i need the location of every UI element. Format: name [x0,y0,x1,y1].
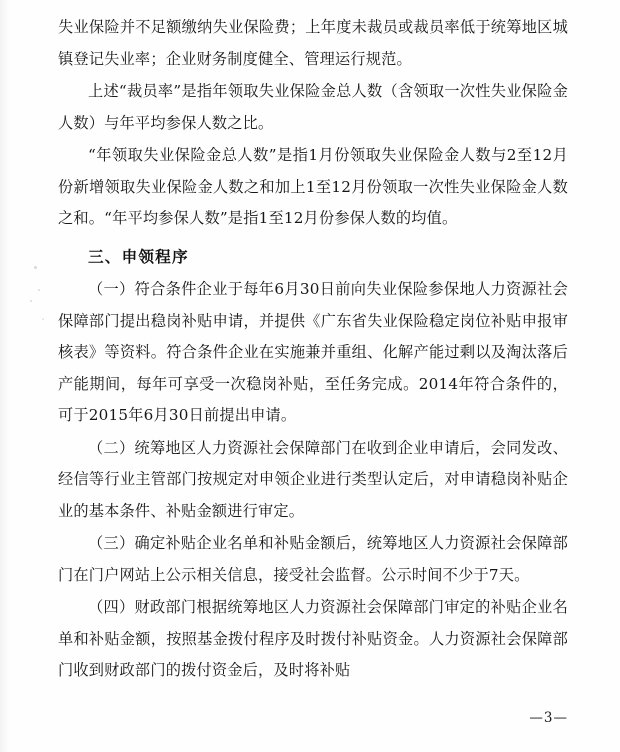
paragraph: （三）确定补贴企业名单和补贴金额后，统筹地区人力资源社会保障部门在门户网站上公示相关信息，接受社会监督。公示时间不少于7天。 [58,534,568,584]
section-heading: 三、申领程序 [88,246,189,266]
scan-speck [38,289,40,291]
scan-speck [42,318,44,320]
paragraph: （四）财政部门根据统筹地区人力资源社会保障部门审定的补贴企业名单和补贴金额，按照基金拨付程序及时拨付补贴资金。人力资源社会保障部门收到财政部门的拨付资金后，及时将补贴 [58,598,568,679]
paragraph: （一）符合条件企业于每年6月30日前向失业保险参保地人力资源社会保障部门提出稳岗补贴申请，并提供《广东省失业保险稳定岗位补贴申报审核表》等资料。符合条件企业在实施兼并重组、化解产能过剩以及淘汰落后产能期间，每年可享受一次稳岗补贴，至任务完成。2014年符合条件的，可于2015年6月30日前提出申请。 [58,280,568,424]
scan-speck [30,300,32,302]
page-number: —3— [529,710,568,726]
paragraph: （二）统筹地区人力资源社会保障部门在收到企业申请后，会同发改、经信等行业主管部门按规定对申领企业进行类型认定后，对申请稳岗补贴企业的基本条件、补贴金额进行审定。 [58,438,568,520]
document-body [58,12,568,688]
paragraph: 上述“裁员率”是指年领取失业保险金总人数（含领取一次性失业保险金人数）与年平均参保人数之比。 [58,82,568,132]
paragraph: 失业保险并不足额缴纳失业保险费；上年度未裁员或裁员率低于统筹地区城镇登记失业率；企业财务制度健全、管理运行规范。 [58,18,568,68]
page-edge-shading [0,0,10,752]
paragraph: “年领取失业保险金总人数”是指1月份领取失业保险金人数与2至12月份新增领取失业保险金人数之和加上1至12月份领取一次性失业保险金人数之和。“年平均参保人数”是指1至12月份参保人数的均值。 [58,146,568,227]
scan-speck [34,266,37,269]
